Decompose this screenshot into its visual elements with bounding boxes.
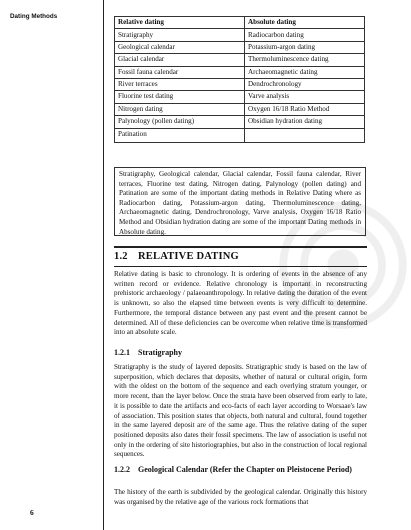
table-cell: Radiocarbon dating	[245, 29, 365, 41]
section-intro-paragraph: Relative dating is basic to chronology. It is ordering of events in the absence of any written record or evidence. Relative chronology is important in reconstructing prehistoric archaeology / palaeoanthropology. In relative dating the duration of the event is unknown, so also the elapsed time between events is very difficult to determine. Furthermore, the temporal distance between any past event and the present cannot be determined. All of these deficiencies can be overcome when relative time is transformed into an absolute scale.	[114, 270, 367, 337]
table-cell: Palynology (pollen dating)	[115, 116, 245, 128]
section-heading	[114, 251, 239, 262]
section-rule-bottom	[114, 266, 367, 267]
running-head: Dating Methods	[10, 13, 58, 20]
table-header-row	[115, 17, 365, 29]
section-number: 1.2	[114, 251, 128, 262]
table-row	[115, 103, 365, 115]
page-number: 6	[30, 508, 34, 517]
table-cell: Thermoluminescence dating	[245, 54, 365, 66]
table-cell: Fossil fauna calendar	[115, 66, 245, 78]
table-row	[115, 128, 365, 142]
table-cell: Fluorine test dating	[115, 91, 245, 103]
stratigraphy-paragraph: Stratigraphy is the study of layered deposits. Stratigraphic study is based on the law of superposition, which declares that deposits, whether of natural or cultural origin, form with the oldest on the bottom of the sequence and each overlying stratum younger, or more recent, than the layer below. Once the strata have been observed from early to late, it is possible to date the artifacts and eco-facts of each layer according to Worsaae's law of association. This position states that objects, both natural and cultural, found together in the same layered deposit are of the same age. Thus the relative dating of the super positioned deposits also dates their fossil specimens. The law of association is useful not only in the ordering of site historiographies, but also in the construction of local regional sequences.	[114, 363, 367, 459]
page-margin	[0, 0, 103, 530]
table-cell: Oxygen 16/18 Ratio Method	[245, 103, 365, 115]
geological-calendar-paragraph: The history of the earth is subdivided by the geological calendar. Originally this history was organised by the relative age of the various rock formations that	[114, 488, 367, 506]
subsection-number: 1.2.1	[114, 348, 130, 357]
subsection-title: Geological Calendar (Refer the Chapter on Pleistocene Period)	[138, 465, 352, 474]
margin-divider	[103, 0, 104, 530]
column-header-absolute: Absolute dating	[245, 17, 365, 29]
table-cell: Potassium-argon dating	[245, 41, 365, 53]
table-row	[115, 116, 365, 128]
table-cell: Stratigraphy	[115, 29, 245, 41]
table-row	[115, 91, 365, 103]
dating-methods-table	[114, 16, 365, 143]
table-cell: Obsidian hydration dating	[245, 116, 365, 128]
table-cell: Glacial calendar	[115, 54, 245, 66]
subsection-title: Stratigraphy	[138, 348, 182, 357]
table-cell: Archaeomagnetic dating	[245, 66, 365, 78]
table-row	[115, 29, 365, 41]
section-rule-top	[114, 246, 367, 248]
section-title: RELATIVE DATING	[138, 251, 239, 262]
table-cell: Varve analysis	[245, 91, 365, 103]
table-cell	[245, 128, 365, 142]
summary-box: Stratigraphy, Geological calendar, Glacial calendar, Fossil fauna calendar, River terraces, Fluorine test dating, Nitrogen dating, Palynology (pollen dating) and Patination are some of the important dating methods in Relative Dating where as Radiocarbon dating, Potassium-argon dating, Thermoluminescence dating, Archaeomagnetic dating, Dendrochronology, Varve analysis, Oxygen 16/18 Ratio Method and Obsidian hydration dating are some of the important Dating methods in Absolute dating.	[114, 167, 366, 236]
table-row	[115, 41, 365, 53]
table-row	[115, 54, 365, 66]
subsection-heading	[114, 464, 367, 475]
table-cell: River terraces	[115, 78, 245, 90]
table-row	[115, 78, 365, 90]
table-row	[115, 66, 365, 78]
table-cell: Geological calendar	[115, 41, 245, 53]
subsection-heading	[114, 347, 367, 358]
table-cell: Dendrochronology	[245, 78, 365, 90]
column-header-relative: Relative dating	[115, 17, 245, 29]
subsection-number: 1.2.2	[114, 465, 130, 474]
table-cell: Nitrogen dating	[115, 103, 245, 115]
table-cell: Patination	[115, 128, 245, 142]
